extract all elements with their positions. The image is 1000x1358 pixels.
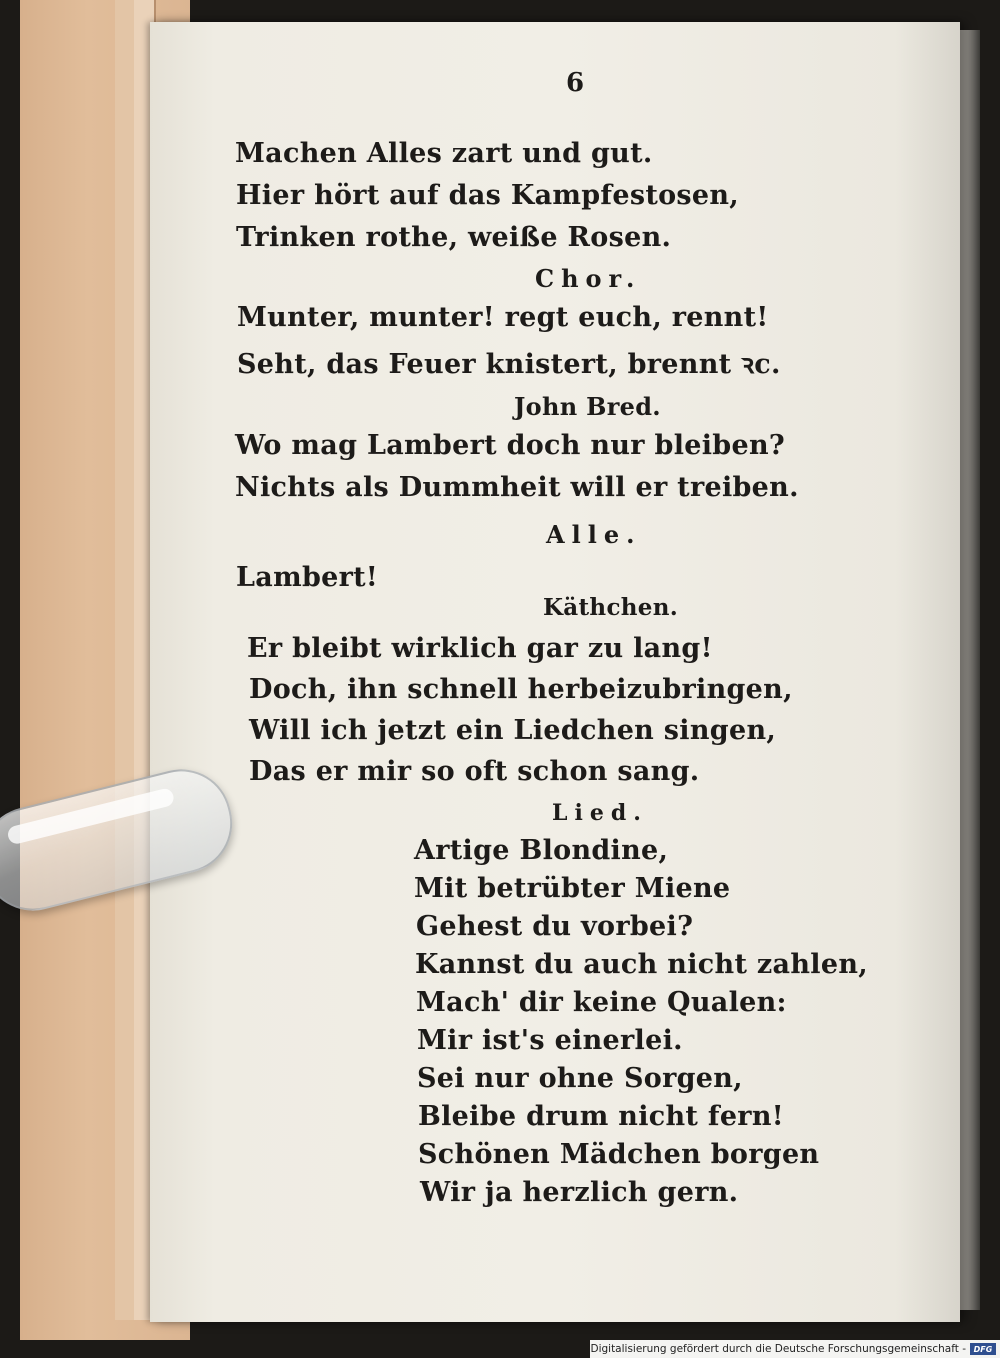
verse-line: Will ich jetzt ein Liedchen singen, (249, 715, 777, 746)
speaker-heading: Käthchen. (543, 594, 679, 621)
speaker-heading: Chor. (535, 264, 642, 293)
song-line: Mir ist's einerlei. (417, 1025, 683, 1056)
song-line: Wir ja herzlich gern. (420, 1177, 739, 1208)
song-line: Gehest du vorbei? (416, 911, 694, 942)
credit-text: Digitalisierung gefördert durch die Deutsche Forschungsgemeinschaft - (590, 1343, 966, 1355)
song-line: Sei nur ohne Sorgen, (417, 1063, 743, 1094)
verse-line: Lambert! (236, 562, 379, 593)
speaker-heading: John Bred. (514, 392, 661, 421)
page-number: 6 (566, 68, 585, 98)
section-heading: Lied. (552, 800, 648, 826)
dfg-logo: DFG (970, 1343, 996, 1355)
song-line: Artige Blondine, (414, 835, 669, 866)
song-line: Kannst du auch nicht zahlen, (415, 949, 868, 980)
verse-line: Doch, ihn schnell herbeizubringen, (249, 674, 793, 705)
verse-line: Munter, munter! regt euch, rennt! (237, 302, 769, 333)
verse-line: Nichts als Dummheit will er treiben. (235, 472, 799, 503)
digitization-credit-bar (590, 1340, 1000, 1358)
song-line: Mit betrübter Miene (414, 873, 731, 904)
verse-line: Wo mag Lambert doch nur bleiben? (235, 430, 785, 461)
verse-line: Das er mir so oft schon sang. (249, 756, 700, 787)
song-line: Bleibe drum nicht fern! (418, 1101, 784, 1132)
song-line: Mach' dir keine Qualen: (416, 987, 787, 1018)
song-line: Schönen Mädchen borgen (418, 1139, 820, 1170)
verse-line: Hier hört auf das Kampfestosen, (236, 180, 740, 211)
verse-line: Seht, das Feuer knistert, brennt ꝛc. (237, 349, 781, 380)
verse-line: Er bleibt wirklich gar zu lang! (247, 633, 713, 664)
speaker-heading: Alle. (546, 520, 642, 549)
verse-line: Machen Alles zart und gut. (235, 138, 653, 169)
verse-line: Trinken rothe, weiße Rosen. (236, 222, 672, 253)
